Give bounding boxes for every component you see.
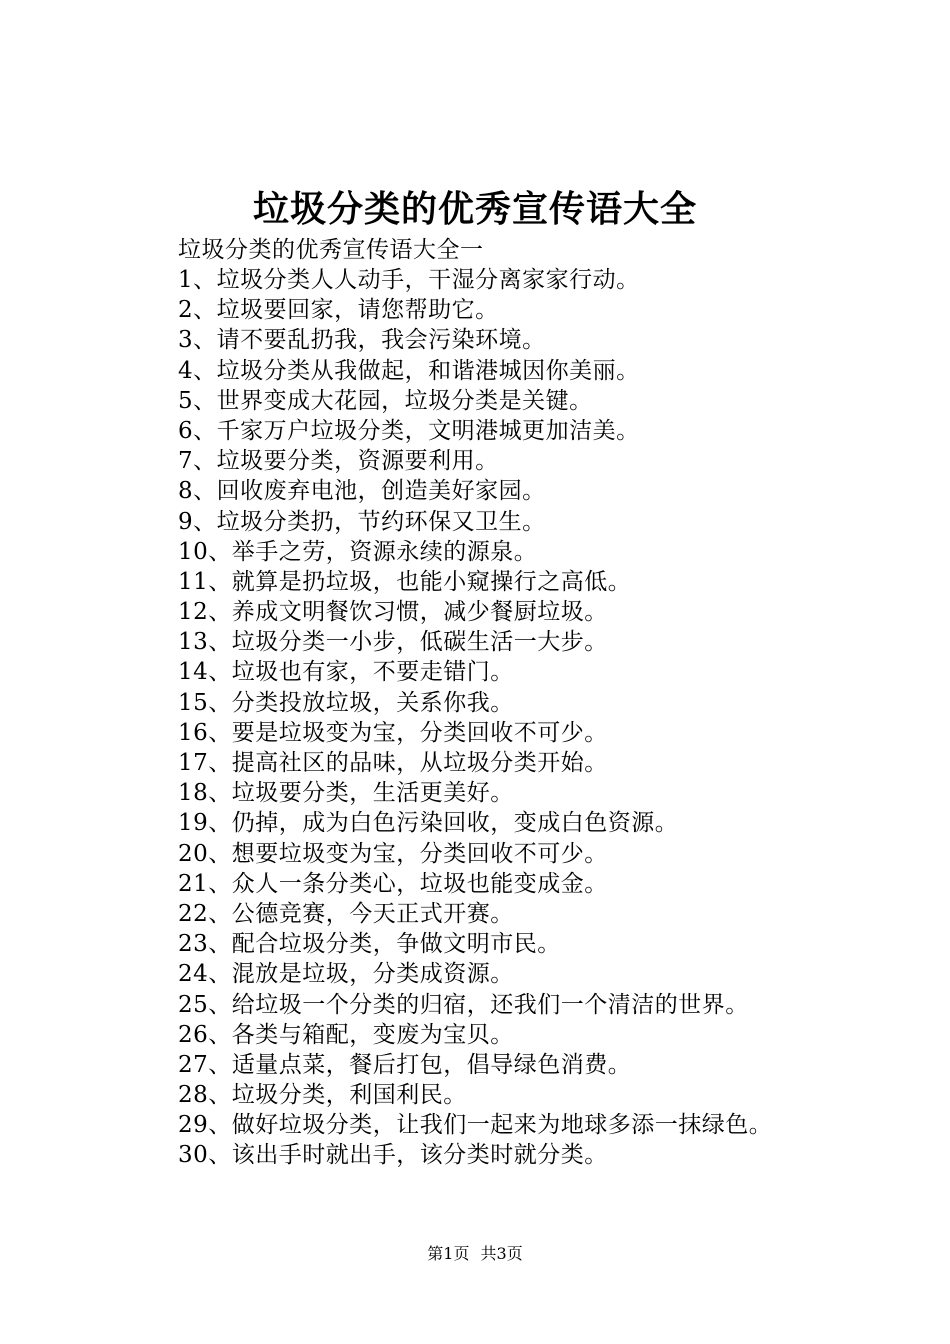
slogan-line: 8、回收废弃电池，创造美好家园。 bbox=[178, 478, 546, 505]
slogan-line: 12、养成文明餐饮习惯，减少餐厨垃圾。 bbox=[178, 599, 608, 626]
slogan-line: 24、混放是垃圾，分类成资源。 bbox=[178, 961, 514, 988]
slogan-line: 3、请不要乱扔我，我会污染环境。 bbox=[178, 327, 546, 354]
section-heading: 垃圾分类的优秀宣传语大全一 bbox=[178, 237, 484, 263]
slogan-line: 22、公德竞赛，今天正式开赛。 bbox=[178, 900, 514, 927]
slogan-line: 11、就算是扔垃圾，也能小窥操行之高低。 bbox=[178, 568, 632, 595]
document-body bbox=[178, 235, 898, 1171]
slogan-line: 27、适量点菜，餐后打包，倡导绿色消费。 bbox=[178, 1051, 632, 1078]
slogan-line: 9、垃圾分类扔，节约环保又卫生。 bbox=[178, 508, 546, 535]
slogan-line: 30、该出手时就出手，该分类时就分类。 bbox=[178, 1142, 608, 1169]
slogan-line: 2、垃圾要回家，请您帮助它。 bbox=[178, 297, 499, 324]
slogan-line: 21、众人一条分类心，垃圾也能变成金。 bbox=[178, 870, 608, 897]
slogan-line: 13、垃圾分类一小步，低碳生活一大步。 bbox=[178, 629, 608, 656]
slogan-line: 28、垃圾分类，利国利民。 bbox=[178, 1082, 467, 1109]
slogan-line: 16、要是垃圾变为宝，分类回收不可少。 bbox=[178, 719, 608, 746]
slogan-line: 14、垃圾也有家，不要走错门。 bbox=[178, 659, 514, 686]
slogan-line: 1、垃圾分类人人动手，干湿分离家家行动。 bbox=[178, 267, 640, 293]
page-number: 第1页 bbox=[427, 1244, 470, 1263]
slogan-line: 26、各类与箱配，变废为宝贝。 bbox=[178, 1021, 514, 1048]
page-total: 共3页 bbox=[480, 1244, 523, 1263]
slogan-line: 15、分类投放垃圾，关系你我。 bbox=[178, 689, 514, 716]
slogan-line: 17、提高社区的品味，从垃圾分类开始。 bbox=[178, 750, 608, 776]
slogan-line: 10、举手之劳，资源永续的源泉。 bbox=[178, 538, 538, 565]
slogan-line: 6、千家万户垃圾分类，文明港城更加洁美。 bbox=[178, 417, 640, 444]
document-title: 垃圾分类的优秀宣传语大全 bbox=[252, 188, 697, 230]
slogan-line: 29、做好垃圾分类，让我们一起来为地球多添一抹绿色。 bbox=[178, 1112, 773, 1139]
slogan-line: 5、世界变成大花园，垃圾分类是关键。 bbox=[178, 387, 593, 414]
slogan-list bbox=[178, 265, 898, 1171]
slogan-line: 18、垃圾要分类，生活更美好。 bbox=[178, 780, 514, 807]
slogan-line: 4、垃圾分类从我做起，和谐港城因你美丽。 bbox=[178, 357, 640, 384]
slogan-line: 20、想要垃圾变为宝，分类回收不可少。 bbox=[178, 840, 608, 867]
slogan-line: 25、给垃圾一个分类的归宿，还我们一个清洁的世界。 bbox=[178, 991, 749, 1018]
slogan-line: 23、配合垃圾分类，争做文明市民。 bbox=[178, 931, 561, 958]
slogan-line: 19、仍掉，成为白色污染回收，变成白色资源。 bbox=[178, 810, 679, 837]
page-footer bbox=[0, 1242, 950, 1266]
slogan-line: 7、垃圾要分类，资源要利用。 bbox=[178, 448, 499, 475]
